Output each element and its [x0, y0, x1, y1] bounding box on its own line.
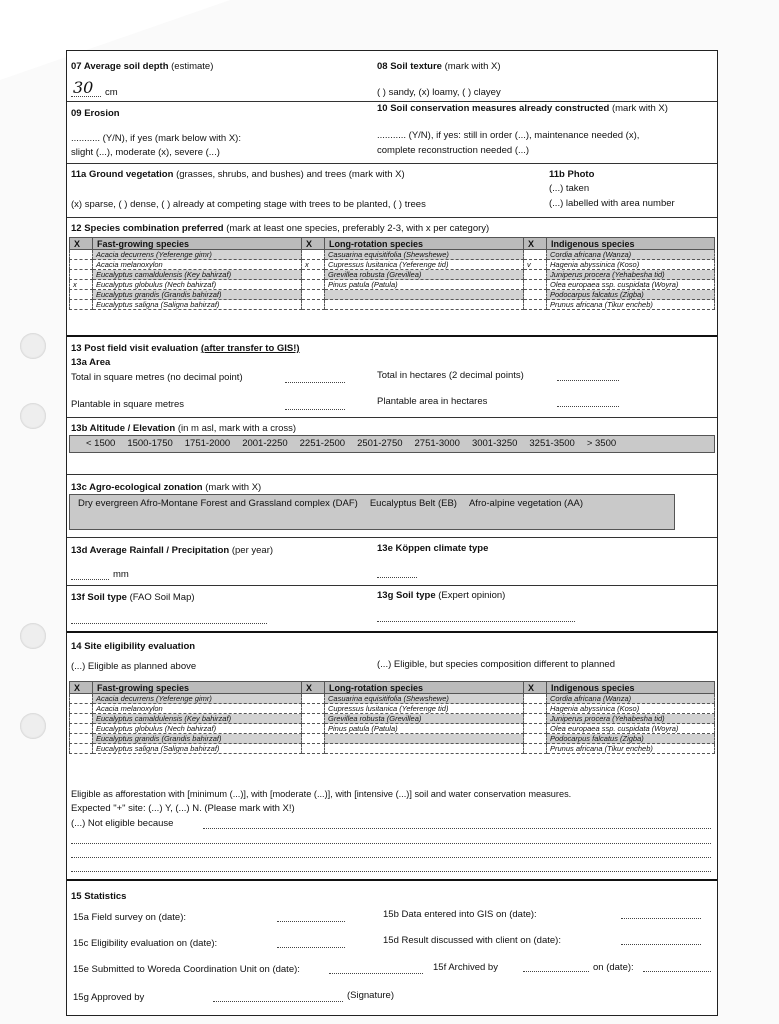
long-species — [325, 300, 524, 310]
soil-texture-options[interactable]: ( ) sandy, (x) loamy, ( ) clayey — [377, 87, 501, 98]
species-row — [70, 694, 715, 704]
mark-long[interactable] — [302, 724, 325, 734]
fast-species: Acacia melanoxylon — [93, 260, 302, 270]
fast-species: Eucalyptus camaldulensis (Key bahirzaf) — [93, 270, 302, 280]
fast-species: Eucalyptus saligna (Saligna bahirzaf) — [93, 744, 302, 754]
s13c-title: 13c Agro-ecological zonation — [71, 482, 203, 493]
fast-species: Eucalyptus saligna (Saligna bahirzaf) — [93, 300, 302, 310]
s10-title: 10 Soil conservation measures already constructed — [377, 103, 610, 114]
mark-indig[interactable] — [524, 714, 547, 724]
s14-title: 14 Site eligibility evaluation — [71, 641, 196, 652]
indig-species: Hagenia abyssinica (Koso) — [547, 704, 715, 714]
mark-fast[interactable] — [70, 270, 93, 280]
mark-fast[interactable] — [70, 290, 93, 300]
mark-indig[interactable] — [524, 724, 547, 734]
altitude-option[interactable]: > 3500 — [586, 438, 617, 449]
species-row — [70, 714, 715, 724]
fast-species: Eucalyptus globulus (Nech bahirzaf) — [93, 724, 302, 734]
species-row — [70, 280, 715, 290]
species-row — [70, 704, 715, 714]
mark-indig[interactable] — [524, 694, 547, 704]
zone-option[interactable]: Afro-alpine vegetation (AA) — [468, 498, 584, 509]
species-table-12: X Fast-growing species X Long-rotation species X Indigenous species Acacia decurrens (Yeferenge gimr) Casuarina equisitifolia (Shewshewe) Cordia africana (Wanza) Acacia melanoxylon x Cupressus lusitanica (Yeferenge tid) v Hagenia abyssinica (Koso) Eucalyptus camaldulensis (Key bahirzaf) Grevillea robusta (Grevillea) Juniperus procera (Yehabesha tid) x Eucalyptus globulus (Nech bahirzaf) Pinus patula (Patula) Olea europaea ssp. cuspidata (Woyra) Eucalyptus grandis (Grandis bahirzaf) Podocarpus falcatus (Zigba) Eucalyptus saligna (Saligna bahirzaf) Prunus africana (Tikur encheb) — [69, 237, 715, 310]
fast-species: Acacia decurrens (Yeferenge gimr) — [93, 694, 302, 704]
altitude-option[interactable]: 1751-2000 — [184, 438, 231, 449]
mark-long[interactable] — [302, 704, 325, 714]
punch-hole — [20, 623, 46, 649]
mark-fast[interactable] — [70, 260, 93, 270]
s13d-title: 13d Average Rainfall / Precipitation — [71, 545, 230, 556]
mark-indig[interactable] — [524, 300, 547, 310]
long-species: Cupressus lusitanica (Yeferenge tid) — [325, 260, 524, 270]
long-species — [325, 290, 524, 300]
mark-long[interactable]: x — [302, 260, 325, 270]
agro-zones[interactable] — [69, 494, 675, 530]
punch-hole — [20, 403, 46, 429]
species-row — [70, 724, 715, 734]
mark-long[interactable] — [302, 734, 325, 744]
altitude-option[interactable]: 2001-2250 — [242, 438, 288, 449]
s09-title: 09 Erosion — [71, 108, 120, 119]
species-row — [70, 300, 715, 310]
species-row — [70, 270, 715, 280]
indig-species: Olea europaea ssp. cuspidata (Woyra) — [547, 280, 715, 290]
indig-species: Podocarpus falcatus (Zigba) — [547, 734, 715, 744]
long-species: Casuarina equisitifolia (Shewshewe) — [325, 694, 524, 704]
zone-option[interactable]: Dry evergreen Afro-Montane Forest and Grassland complex (DAF) — [78, 498, 358, 509]
s15-title: 15 Statistics — [71, 891, 127, 902]
species-table-14: X Fast-growing species X Long-rotation species X Indigenous species Acacia decurrens (Yeferenge gimr) Casuarina equisitifolia (Shewshewe) Cordia africana (Wanza) Acacia melanoxylon Cupressus lusitanica (Yeferenge tid) Hagenia abyssinica (Koso) Eucalyptus camaldulensis (Key bahirzaf) Grevillea robusta (Grevillea) Juniperus procera (Yehabesha tid) Eucalyptus globulus (Nech bahirzaf) Pinus patula (Patula) Olea europaea ssp. cuspidata (Woyra) Eucalyptus grandis (Grandis bahirzaf) Podocarpus falcatus (Zigba) Eucalyptus saligna (Saligna bahirzaf) Prunus africana (Tikur encheb) — [69, 681, 715, 754]
long-species: Grevillea robusta (Grevillea) — [325, 714, 524, 724]
punch-hole — [20, 333, 46, 359]
indig-species: Prunus africana (Tikur encheb) — [547, 300, 715, 310]
mark-indig[interactable] — [524, 290, 547, 300]
altitude-option[interactable]: 3251-3500 — [529, 438, 575, 449]
mark-long[interactable] — [302, 300, 325, 310]
species-row — [70, 744, 715, 754]
long-species — [325, 734, 524, 744]
mark-long[interactable] — [302, 280, 325, 290]
altitude-option[interactable]: 1500-1750 — [127, 438, 173, 449]
species-row — [70, 250, 715, 260]
s13g-title: 13g Soil type — [377, 590, 436, 601]
mark-indig[interactable]: v — [524, 260, 547, 270]
mark-indig[interactable] — [524, 744, 547, 754]
vegetation-options[interactable]: (x) sparse, ( ) dense, ( ) already at competing stage with trees to be planted, ( ) trees — [71, 199, 426, 210]
mark-indig[interactable] — [524, 734, 547, 744]
s12-title: 12 Species combination preferred — [71, 223, 224, 234]
mark-fast[interactable] — [70, 724, 93, 734]
mark-fast[interactable] — [70, 694, 93, 704]
mark-fast[interactable] — [70, 250, 93, 260]
mark-long[interactable] — [302, 714, 325, 724]
zone-option[interactable]: Eucalyptus Belt (EB) — [369, 498, 457, 509]
s13e-title: 13e Köppen climate type — [377, 543, 489, 554]
long-species: Casuarina equisitifolia (Shewshewe) — [325, 250, 524, 260]
altitude-option[interactable]: 2751-3000 — [414, 438, 460, 449]
s11a-title: 11a Ground vegetation — [71, 169, 174, 180]
mark-long[interactable] — [302, 290, 325, 300]
mark-long[interactable] — [302, 270, 325, 280]
fast-species: Acacia melanoxylon — [93, 704, 302, 714]
species-row — [70, 260, 715, 270]
mark-fast[interactable] — [70, 300, 93, 310]
mark-long[interactable] — [302, 744, 325, 754]
altitude-option[interactable]: 3001-3250 — [471, 438, 518, 449]
indig-species: Juniperus procera (Yehabesha tid) — [547, 714, 715, 724]
mark-indig[interactable] — [524, 280, 547, 290]
altitude-option[interactable]: 2251-2500 — [299, 438, 346, 449]
indig-species: Cordia africana (Wanza) — [547, 250, 715, 260]
s13f-title: 13f Soil type — [71, 592, 127, 603]
fast-species: Eucalyptus camaldulensis (Key bahirzaf) — [93, 714, 302, 724]
s13-title: 13 Post field visit evaluation — [71, 343, 199, 354]
mark-indig[interactable] — [524, 704, 547, 714]
species-row — [70, 734, 715, 744]
form-page: 07 Average soil depth (estimate) 30 cm 08 Soil texture (mark with X) ( ) sandy, (x) loamy, ( ) clayey 09 Erosion ........... (Y/N), if yes (mark below with X): slight (...), moderate (x), severe (...) 10 Soil conservation measures already constructed (mark with X) ........... (Y/N), if yes: still in order (...), maintenance needed (x), complete reconstruction needed (...) 11a Ground vegetation (grasses, shrubs, and bushes) and trees (mark with X) (x) sparse, ( ) dense, ( ) already at competing stage with trees to be planted, ( ) trees 11b Photo (...) taken (...) labelled with area number 12 Species combination preferred (mark at least one species, preferably 2-3, with x per category) X Fast-growing species X Long-rotation species X Indigenous species Acacia decurrens (Yeferenge gimr) Casuarina equisitifolia (Shewshewe) Cordia africana (Wanza) Acacia melanoxylon x Cupressus lusitanica (Yeferenge tid) v Hagenia abyssinica (Koso) Eucalyptus camaldulensis (Key bahirzaf) Grevillea robusta (Grevillea) Juniperus procera (Yehabesha tid) x Eucalyptus globulus (Nech bahirzaf) Pinus patula (Patula) Olea europaea ssp. cuspidata (Woyra) Eucalyptus grandis (Grandis bahirzaf) Podocarpus falcatus (Zigba) Eucalyptus saligna (Saligna bahirzaf) Prunus africana (Tikur encheb) 13 Post field visit evaluation (after transfer to GIS!) 13a Area Total in square metres (no decimal point) Total in hectares (2 decimal points) Plantable in square metres Plantable area in hectares 13b Altitude / Elevation (in m asl, mark with a cross) < 1500 1500-1750 1751-2000 2001-2250 2251-2500 2501-2750 2751-3000 3001-3250 3251-3500 > 3500 13c Agro-ecological zonation (mark with X) Dry evergreen Afro-Montane Forest and Grassland complex (DAF) Eucalyptus Belt (EB) Afro-alpine vegetation (AA) 13d Average Rainfall / Precipitation (per year) mm 13e Köppen climate type 13f Soil type (FAO Soil Map) 13g Soil type (Expert opinion) 14 Site eligibility evaluation (...) Eligible as planned above (...) Eligible, but species composition different to planned X Fast-growing species X Long-rotation species X Indigenous species Acacia decurrens (Yeferenge gimr) Casuarina equisitifolia (Shewshewe) Cordia africana (Wanza) Acacia melanoxylon Cupressus lusitanica (Yeferenge tid) Hagenia abyssinica (Koso) Eucalyptus camaldulensis (Key bahirzaf) Grevillea robusta (Grevillea) Juniperus procera (Yehabesha tid) Eucalyptus globulus (Nech bahirzaf) Pinus patula (Patula) Olea europaea ssp. cuspidata (Woyra) Eucalyptus grandis (Grandis bahirzaf) Podocarpus falcatus (Zigba) Eucalyptus saligna (Saligna bahirzaf) Prunus africana (Tikur encheb) Eligible as afforestation with [minimum (...)], with [moderate (...)], with [intensive (...)] soil and water conservation measures. Expected "+" site: (...) Y, (...) N. (Please mark with X!) (...) Not eligible because 15 Statistics 15a Field survey on (date): 15b Data entered into GIS on (date): 15c Eligibility evaluation on (date): 15d Result discussed with client on (date): 15e Submitted to Woreda Coordination Unit on (date): 15f Archived by on (date): 15g Approved by (Signature) — [66, 50, 718, 1016]
long-species: Pinus patula (Patula) — [325, 724, 524, 734]
long-species — [325, 744, 524, 754]
soil-depth-value[interactable]: 30 — [73, 78, 94, 97]
mark-fast[interactable] — [70, 704, 93, 714]
long-species: Pinus patula (Patula) — [325, 280, 524, 290]
long-species: Cupressus lusitanica (Yeferenge tid) — [325, 704, 524, 714]
indig-species: Prunus africana (Tikur encheb) — [547, 744, 715, 754]
mark-long[interactable] — [302, 694, 325, 704]
s11b-title: 11b Photo — [549, 169, 595, 180]
long-species: Grevillea robusta (Grevillea) — [325, 270, 524, 280]
s08-title: 08 Soil texture — [377, 61, 442, 72]
fast-species: Eucalyptus grandis (Grandis bahirzaf) — [93, 290, 302, 300]
altitude-ranges[interactable] — [69, 435, 715, 453]
mark-fast[interactable] — [70, 714, 93, 724]
fast-species: Acacia decurrens (Yeferenge gimr) — [93, 250, 302, 260]
indig-species: Juniperus procera (Yehabesha tid) — [547, 270, 715, 280]
mark-fast[interactable] — [70, 744, 93, 754]
indig-species: Olea europaea ssp. cuspidata (Woyra) — [547, 724, 715, 734]
punch-hole — [20, 713, 46, 739]
mark-fast[interactable] — [70, 734, 93, 744]
indig-species: Cordia africana (Wanza) — [547, 694, 715, 704]
mark-indig[interactable] — [524, 270, 547, 280]
s13b-title: 13b Altitude / Elevation — [71, 423, 176, 434]
indig-species: Podocarpus falcatus (Zigba) — [547, 290, 715, 300]
mark-long[interactable] — [302, 250, 325, 260]
fast-species: Eucalyptus globulus (Nech bahirzaf) — [93, 280, 302, 290]
indig-species: Hagenia abyssinica (Koso) — [547, 260, 715, 270]
s07-title: 07 Average soil depth — [71, 61, 169, 72]
mark-indig[interactable] — [524, 250, 547, 260]
species-row — [70, 290, 715, 300]
mark-fast[interactable]: x — [70, 280, 93, 290]
fast-species: Eucalyptus grandis (Grandis bahirzaf) — [93, 734, 302, 744]
altitude-option[interactable]: 2501-2750 — [357, 438, 403, 449]
altitude-option[interactable]: < 1500 — [86, 438, 116, 449]
